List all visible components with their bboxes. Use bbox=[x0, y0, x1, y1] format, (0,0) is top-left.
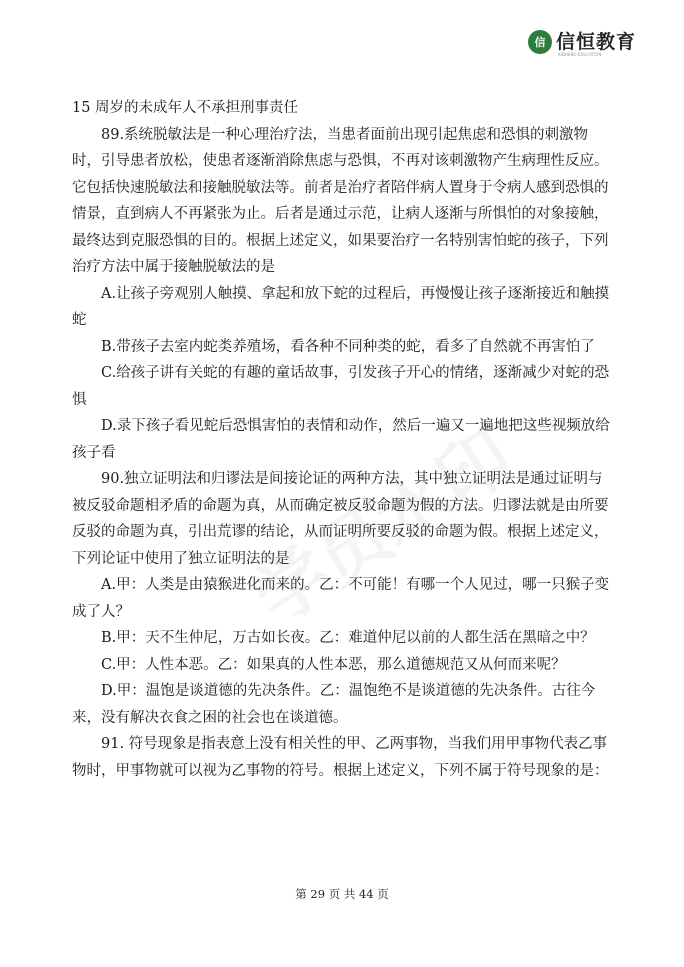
paragraph: C.甲：人性本恶。乙：如果真的人性本恶，那么道德规范又从何而来呢？ bbox=[101, 656, 566, 673]
paragraph: 15 周岁的未成年人不承担刑事责任 bbox=[72, 100, 299, 116]
paragraph: A.甲：人类是由猿猴进化而来的。乙：不可能！有哪一个人见过，哪一只猴子变成了人？ bbox=[72, 577, 610, 620]
paragraph: C.给孩子讲有关蛇的有趣的童话故事，引发孩子开心的情绪，逐渐减少对蛇的恐惧 bbox=[72, 365, 610, 408]
paragraph: 89.系统脱敏法是一种心理治疗法，当患者面前出现引起焦虑和恐惧的刺激物时，引导患者放松，使患者逐渐消除焦虑与恐惧，不再对该刺激物产生病理性反应。它包括快速脱敏法和接触脱敏法等。前者是治疗者陪伴病人置身于令病人感到恐惧的情景，直到病人不再紧张为止。后者是通过示范，让病人逐渐与所惧怕的对象接触，最终达到克服恐惧的目的。根据上述定义，如果要治疗一名特别害怕蛇的孩子，下列治疗方法中属于接触脱敏法的是 bbox=[72, 126, 609, 275]
paragraph: 91. 符号现象是指表意上没有相关性的甲、乙两事物，当我们用甲事物代表乙事物时，甲事物就可以视为乙事物的符号。根据上述定义，下列不属于符号现象的是： bbox=[72, 736, 609, 779]
brand-logo bbox=[528, 30, 637, 57]
paragraph: D.甲：温饱是谈道德的先决条件。乙：温饱绝不是谈道德的先决条件。古往今来，没有解决衣食之困的社会也在谈道德。 bbox=[72, 683, 596, 726]
paragraph: B.带孩子去室内蛇类养殖场，看各种不同种类的蛇，看多了自然就不再害怕了 bbox=[101, 338, 595, 355]
logo-icon: 信 bbox=[528, 30, 552, 54]
page-footer: 第 29 页 共 44 页 bbox=[295, 887, 389, 901]
paragraph: 90.独立证明法和归谬法是间接论证的两种方法，其中独立证明法是通过证明与被反驳命题相矛盾的命题为真，从而确定被反驳命题为假的方法。归谬法就是由所要反驳的命题为真，引出荒谬的结论，从而证明所要反驳的命题为假。根据上述定义，下列论证中使用了独立证明法的是 bbox=[72, 471, 609, 567]
logo-text: 信恒教育 bbox=[556, 31, 637, 53]
paragraph: A.让孩子旁观别人触摸、拿起和放下蛇的过程后，再慢慢让孩子逐渐接近和触摸蛇 bbox=[72, 285, 610, 328]
paragraph: B.甲：天不生仲尼，万古如长夜。乙：难道仲尼以前的人都生活在黑暗之中？ bbox=[101, 630, 595, 646]
logo-subtitle: XINHENG EDUCATION bbox=[558, 52, 602, 57]
paragraph: D.录下孩子看见蛇后恐惧害怕的表情和动作，然后一遍又一遍地把这些视频放给孩子看 bbox=[72, 418, 610, 461]
document-body bbox=[72, 95, 616, 784]
